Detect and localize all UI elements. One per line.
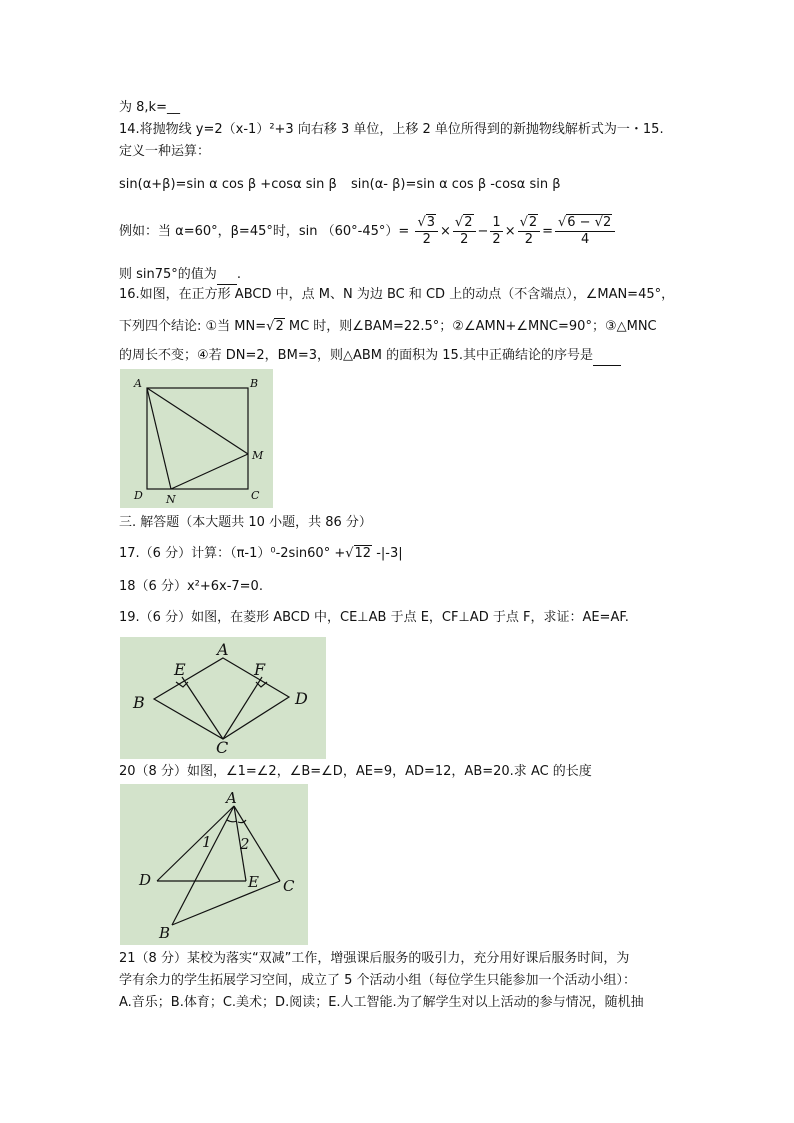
question-18: 18（6 分）x²+6x-7=0. bbox=[119, 579, 263, 594]
label-c: C bbox=[283, 877, 295, 895]
text-line: A.音乐；B.体育；C.美术；D.阅读；E.人工智能.为了解学生对以上活动的参与情况，随机抽 bbox=[119, 995, 644, 1010]
label-f: F bbox=[254, 660, 266, 679]
label-a: A bbox=[134, 377, 142, 390]
text-line: 则 sin75°的值为 . bbox=[119, 266, 241, 285]
section-heading: 三. 解答题（本大题共 10 小题，共 86 分） bbox=[119, 515, 372, 530]
fraction-sqrt2-over-2: $\frac{√2}{2}$ bbox=[518, 215, 541, 248]
label-m: M bbox=[252, 449, 264, 462]
example-text: 例如：当 α=60°，β=45°时，sin （60°-45°）= bbox=[119, 224, 410, 239]
question-14: 14.将抛物线 y=2（x-1）²+3 向右移 3 单位，上移 2 单位所得到的新抛物线解析式为一・15. bbox=[119, 122, 664, 137]
label-d: D bbox=[139, 871, 152, 889]
fraction-one-half: $\frac{1}{2}$ bbox=[492, 215, 501, 247]
fraction-sqrt3-over-2: $\frac{√3}{2}$ bbox=[415, 215, 438, 248]
text-line: 的周长不变；④若 DN=2，BM=3，则△ABM 的面积为 15.其中正确结论的序号是 bbox=[119, 347, 621, 366]
label-b: B bbox=[159, 924, 171, 942]
text-line: 学有余力的学生拓展学习空间，成立了 5 个活动小组（每位学生只能参加一个活动小组）： bbox=[119, 973, 637, 988]
angle-2-label: 2 bbox=[240, 835, 250, 853]
question-21: 21（8 分）某校为落实“双减”工作，增强课后服务的吸引力，充分用好课后服务时间，为 bbox=[119, 951, 630, 966]
fraction-sqrt2-over-2: $\frac{√2}{2}$ bbox=[453, 215, 476, 248]
label-c: C bbox=[216, 738, 229, 757]
label-d: D bbox=[295, 689, 308, 708]
text-line: 下列四个结论: ①当 MN=√2 MC 时，则∠BAM=22.5°；②∠AMN+∠MNC=90°；③△MNC bbox=[119, 319, 657, 334]
label-b: B bbox=[133, 693, 145, 712]
example-line: 例如：当 α=60°，β=45°时，sin （60°-45°）= $\frac{√3}{2}$ × $\frac{√2}{2}$ − $\frac{1}{2}$ × $\frac{√2}{2}$ = $\frac{√6 - √2}{4}$ bbox=[119, 210, 617, 254]
figure-square-abcd bbox=[120, 369, 273, 508]
label-a: A bbox=[226, 789, 237, 807]
question-20: 20（8 分）如图，∠1=∠2，∠B=∠D，AE=9，AD=12，AB=20.求 AC 的长度 bbox=[119, 764, 592, 779]
label-a: A bbox=[217, 640, 229, 659]
label-e: E bbox=[248, 873, 259, 891]
text-line: 定义一种运算： bbox=[119, 144, 211, 159]
label-d: D bbox=[134, 489, 143, 502]
figure-rhombus bbox=[120, 637, 326, 759]
figure-triangles bbox=[120, 784, 308, 945]
question-17: 17.（6 分）计算：（π-1）⁰-2sin60° +√12 -|-3| bbox=[119, 546, 403, 561]
formula-sum: sin(α+β)=sin α cos β +cosα sin β bbox=[119, 177, 337, 192]
label-n: N bbox=[166, 493, 176, 506]
angle-1-label: 1 bbox=[202, 833, 212, 851]
formula-difference: sin(α- β)=sin α cos β -cosα sin β bbox=[351, 177, 561, 192]
question-16: 16.如图，在正方形 ABCD 中，点 M、N 为边 BC 和 CD 上的动点（不含端点），∠MAN=45°， bbox=[119, 287, 675, 302]
label-e: E bbox=[174, 660, 186, 679]
label-c: C bbox=[251, 489, 260, 502]
label-b: B bbox=[250, 377, 259, 390]
question-19: 19.（6 分）如图，在菱形 ABCD 中，CE⊥AB 于点 E，CF⊥AD 于点 F，求证：AE=AF. bbox=[119, 610, 629, 625]
text-line: 为 8,k=__ bbox=[119, 100, 180, 115]
fraction-result: $\frac{√6 - √2}{4}$ bbox=[555, 215, 615, 248]
